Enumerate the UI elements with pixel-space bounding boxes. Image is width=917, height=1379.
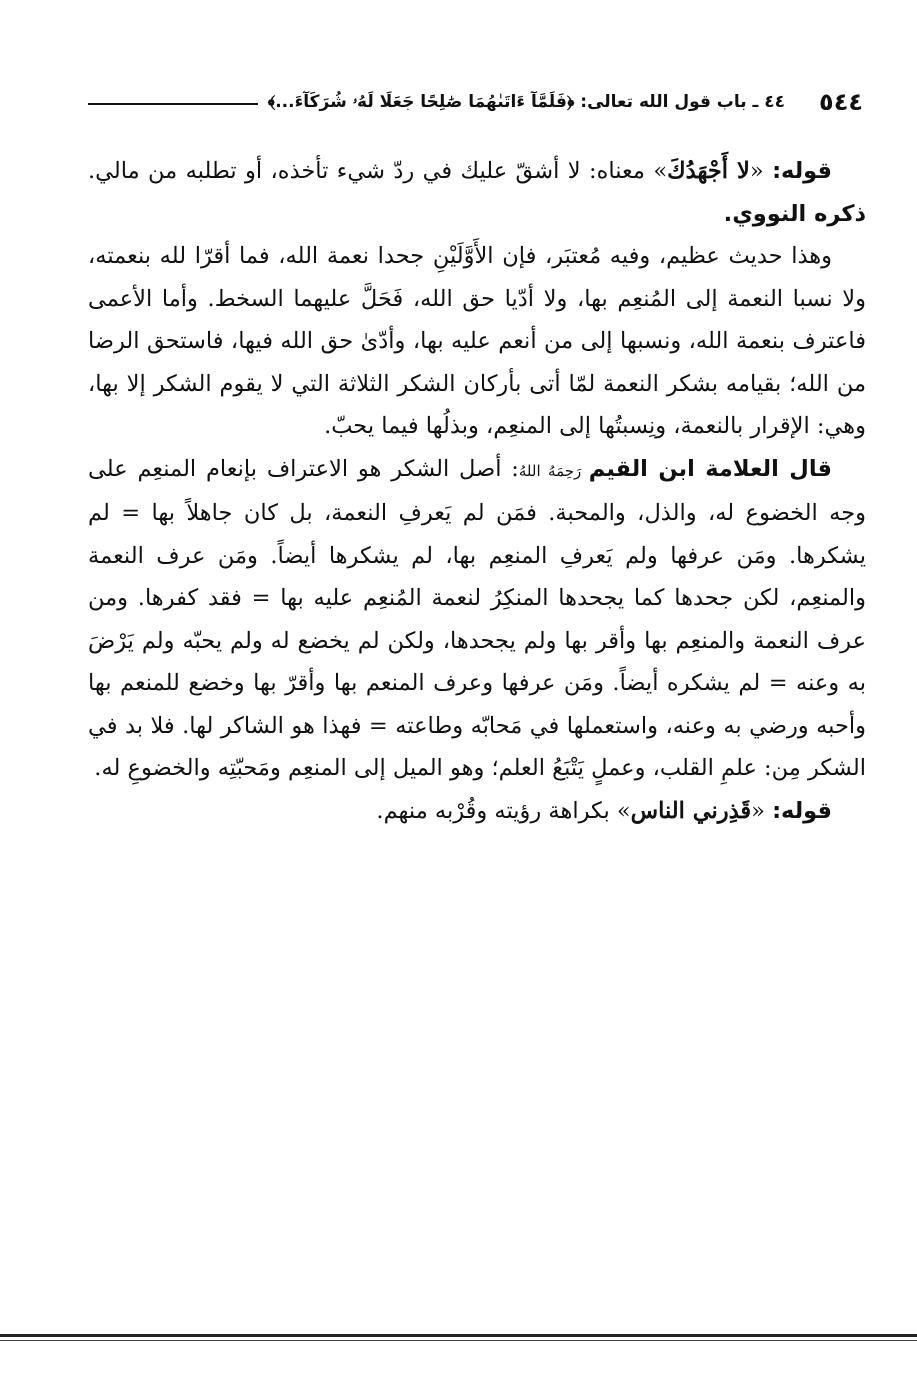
footer-rule — [0, 1334, 917, 1337]
page-header — [88, 80, 863, 124]
paragraph-1 — [88, 150, 866, 235]
page-body — [88, 150, 866, 832]
quote-close: » — [653, 158, 668, 184]
paragraph-lead: قال العلامة ابن القيم — [588, 455, 833, 482]
quote-open: « — [751, 797, 773, 824]
hadith-quote: قَذِرني الناس — [630, 797, 752, 824]
quote-open: « — [749, 158, 773, 184]
header-rule — [88, 103, 258, 105]
honorific: رَحِمَهُ اللهُ — [518, 461, 589, 480]
paragraph-text: بكراهة رؤيته وقُرْبه منهم. — [376, 797, 617, 824]
paragraph-4 — [88, 790, 866, 833]
quote-close: » — [616, 797, 631, 824]
paragraph-text: معناه: لا أشقّ عليك في ردّ شيء تأخذه، أو تطلبه من مالي. — [88, 158, 654, 184]
paragraph-3 — [88, 448, 866, 790]
source-citation: ذكره النووي. — [723, 200, 866, 227]
paragraph-text: وهذا حديث عظيم، وفيه مُعتبَر، فإن الأَوَّلَيْنِ جحدا نعمة الله، فما أقرّا لله بنعمته، ولا نسبا النعمة إلى المُنعِم بها، ولا أدّيا حق الله، فَحَلَّ عليهما السخط. وأما الأعمى فاعترف بنعمة الله، ونسبها إلى من أنعم عليه بها، وأدّىٰ حق الله فيها، فاستحق الرضا من الله؛ بقيامه بشكر النعمة لمّا أتى بأركان الشكر الثلاثة التي لا يقوم الشكر إلا بها، وهي: الإقرار بالنعمة، ونِسبتُها إلى المنعِم، وبذلُها فيما يحبّ. — [88, 243, 866, 439]
paragraph-lead: قوله: — [772, 158, 832, 184]
footer-rule-thin — [0, 1340, 917, 1341]
hadith-quote: لا أَجْهَدُكَ — [667, 158, 750, 184]
paragraph-text: : أصل الشكر هو الاعتراف بإنعام المنعِم على وجه الخضوع له، والذل، والمحبة. فمَن لم يَعرفِ النعمة، بل كان جاهلاً بها = لم يشكرها. ومَن عرفها ولم يَعرفِ المنعِم بها، لم يشكرها أيضاً. ومَن عرف النعمة والمنعِم، لكن جحدها كما يجحدها المنكِرُ لنعمة المُنعِم عليه بها = فقد كفرها. ومن عرف النعمة والمنعِم بها وأقر بها ولم يجحدها، ولكن لم يخضع له ولم يحبّه ولم يَرْضَ به وعنه = لم يشكره أيضاً. ومَن عرفها وعرف المنعم بها وأقرّ بها وخضع للمنعم بها وأحبه ورضي به وعنه، واستعملها في مَحابّه وطاعته = فهذا هو الشاكر لها. فلا بد في الشكر مِن: علمِ القلب، وعملٍ يَتْبَعُ العلم؛ وهو الميل إلى المنعِم ومَحبّتِه والخضوعِ له. — [88, 455, 866, 781]
paragraph-2 — [88, 235, 866, 448]
chapter-title: ٤٤ ـ باب قول الله تعالى: ﴿فَلَمَّآ ءَاتَىٰهُمَا صَٰلِحًا جَعَلَا لَهُۥ شُرَكَآءَ...﴾ — [267, 92, 786, 112]
page-number: ٥٤٤ — [819, 88, 863, 116]
paragraph-lead: قوله: — [772, 797, 832, 824]
